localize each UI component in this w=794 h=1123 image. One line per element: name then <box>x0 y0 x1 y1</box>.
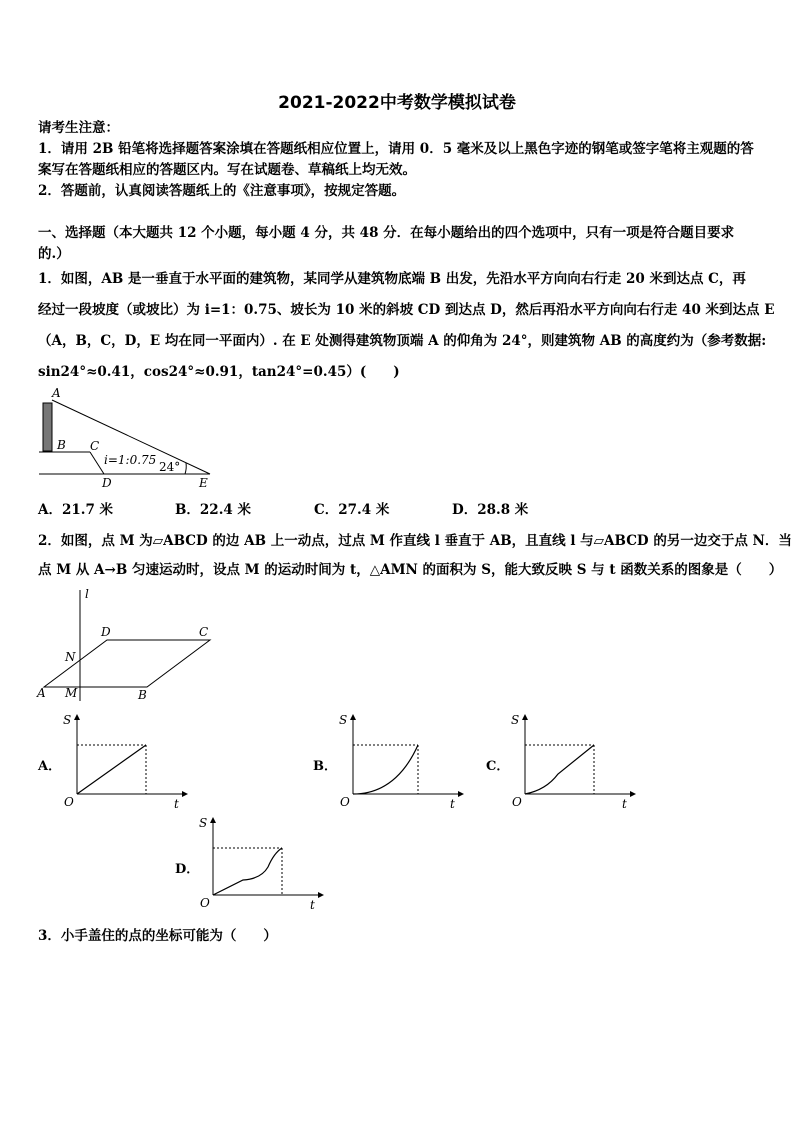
notice-heading: 请考生注意： <box>38 120 119 136</box>
q1-option-d: D．28.8 米 <box>452 502 529 518</box>
graph-label-a: A． <box>38 759 62 774</box>
graph-d-s-label: S <box>199 816 208 830</box>
label-b: B <box>57 438 66 452</box>
slope-label: i=1:0.75 <box>104 453 157 467</box>
graph-a-curve <box>77 745 146 794</box>
q1-option-a: A．21.7 米 <box>38 502 114 518</box>
label-c: C <box>199 625 209 639</box>
slope-cd-line <box>90 452 104 474</box>
graph-label-b: B． <box>313 759 337 774</box>
graph-b-s-label: S <box>339 713 348 727</box>
q1-line-2: 经过一段坡度（或坡比）为 i=1：0.75、坡长为 10 米的斜坡 CD 到达点 D，然后再沿水平方向向右行走 40 米到达点 E <box>38 302 775 318</box>
graph-label-d: D． <box>175 862 200 877</box>
graph-a <box>60 712 190 812</box>
graph-d-t-label: t <box>310 898 315 912</box>
building-rect <box>43 403 52 451</box>
graph-c-o-label: O <box>512 795 522 809</box>
q1-option-b: B．22.4 米 <box>175 502 251 518</box>
graph-b-t-label: t <box>450 797 455 811</box>
section-heading-line-1: 一、选择题（本大题共 12 个小题，每小题 4 分，共 48 分．在每小题给出的四个选项中，只有一项是符合题目要求 <box>38 225 735 241</box>
q2-figure <box>34 586 224 704</box>
graph-c <box>508 712 638 812</box>
label-n: N <box>65 650 76 664</box>
graph-b <box>336 712 466 812</box>
q1-figure <box>34 386 224 490</box>
graph-d <box>196 815 326 915</box>
q1-option-c: C．27.4 米 <box>314 502 390 518</box>
notice-line-2: 案写在答题纸相应的答题区内。写在试题卷、草稿纸上均无效。 <box>38 162 416 178</box>
graph-b-curve <box>353 745 418 794</box>
graph-a-s-label: S <box>63 713 72 727</box>
label-d: D <box>102 476 112 490</box>
notice-line-1: 1．请用 2B 铅笔将选择题答案涂填在答题纸相应位置上，请用 0．5 毫米及以上黑色字迹的钢笔或签字笔将主观题的答 <box>38 141 754 157</box>
graph-b-o-label: O <box>340 795 350 809</box>
notice-line-3: 2．答题前，认真阅读答题纸上的《注意事项》，按规定答题。 <box>38 183 406 199</box>
q3-text: 3．小手盖住的点的坐标可能为（ ） <box>38 928 277 944</box>
angle-arc <box>185 463 186 474</box>
graph-a-o-label: O <box>64 795 74 809</box>
graph-a-t-label: t <box>174 797 179 811</box>
label-l: l <box>85 587 89 601</box>
graph-c-curve <box>525 745 594 794</box>
q1-line-1: 1．如图，AB 是一垂直于水平面的建筑物，某同学从建筑物底端 B 出发，先沿水平方向向右行走 20 米到达点 C，再 <box>38 271 746 287</box>
q1-line-4: sin24°≈0.41，cos24°≈0.91，tan24°=0.45）( ) <box>38 364 400 380</box>
q1-line-3: （A，B，C，D，E 均在同一平面内）. 在 E 处测得建筑物顶端 A 的仰角为 24°，则建筑物 AB 的高度约为（参考数据: <box>38 333 767 349</box>
graph-d-o-label: O <box>200 896 210 910</box>
label-a: A <box>37 686 46 700</box>
graph-d-curve <box>213 848 282 895</box>
label-a: A <box>52 386 61 400</box>
angle-label: 24° <box>159 460 181 474</box>
graph-label-c: C． <box>486 759 510 774</box>
q2-line-1: 2．如图，点 M 为▱ABCD 的边 AB 上一动点，过点 M 作直线 l 垂直于 AB，且直线 l 与▱ABCD 的另一边交于点 N．当 <box>38 533 792 549</box>
q2-line-2: 点 M 从 A→B 匀速运动时，设点 M 的运动时间为 t，△AMN 的面积为 S，能大致反映 S 与 t 函数关系的图象是（ ） <box>38 562 783 578</box>
label-e: E <box>199 476 208 490</box>
label-m: M <box>65 686 78 700</box>
label-c: C <box>90 439 100 453</box>
graph-c-t-label: t <box>622 797 627 811</box>
section-heading-line-2: 的.） <box>38 246 70 262</box>
label-b: B <box>138 688 147 702</box>
page-title: 2021-2022中考数学模拟试卷 <box>278 93 516 113</box>
label-d: D <box>101 625 111 639</box>
graph-c-s-label: S <box>511 713 520 727</box>
